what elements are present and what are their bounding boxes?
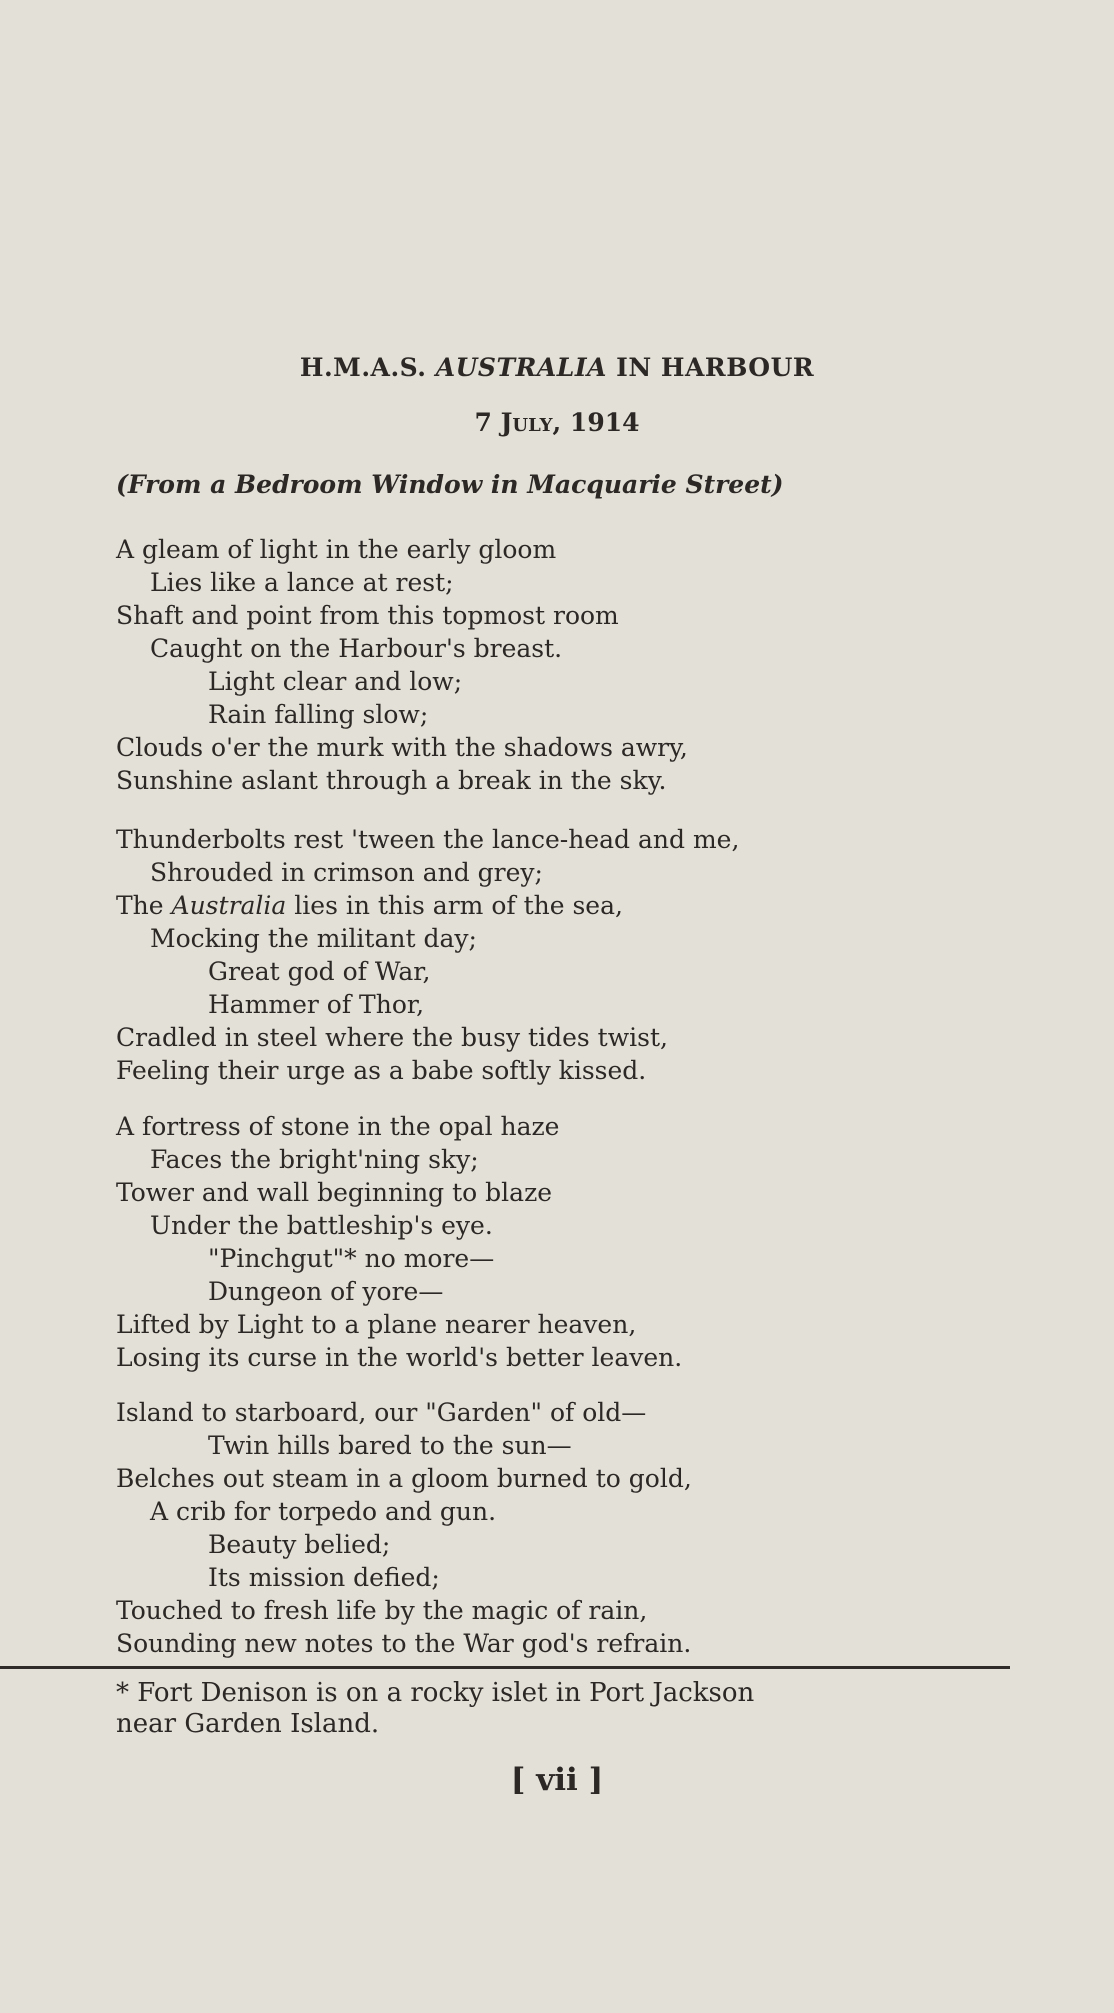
verse-line: Shrouded in crimson and grey; xyxy=(150,858,543,887)
verse-line: Faces the bright'ning sky; xyxy=(150,1145,479,1174)
verse-line: Lies like a lance at rest; xyxy=(150,568,454,597)
verse-line: Hammer of Thor, xyxy=(208,990,425,1019)
verse-line: Belches out steam in a gloom burned to gold, xyxy=(116,1464,692,1493)
title-prefix: H.M.A.S. xyxy=(299,353,427,382)
verse-line: Losing its curse in the world's better leaven. xyxy=(116,1343,683,1372)
verse-line: Cradled in steel where the busy tides twist, xyxy=(116,1023,668,1052)
verse-line: Beauty belied; xyxy=(208,1530,391,1559)
verse-line: Shaft and point from this topmost room xyxy=(116,601,619,630)
verse-line: Rain falling slow; xyxy=(208,700,429,729)
verse-line: Thunderbolts rest 'tween the lance-head and me, xyxy=(116,825,740,854)
verse-line: A gleam of light in the early gloom xyxy=(116,535,557,564)
poem-title xyxy=(0,353,1114,382)
verse-line: Mocking the militant day; xyxy=(150,924,477,953)
verse-line: Twin hills bared to the sun— xyxy=(208,1431,572,1460)
verse-line: Touched to fresh life by the magic of rain, xyxy=(116,1596,648,1625)
verse-line: Its mission defied; xyxy=(208,1563,440,1592)
title-suffix: IN HARBOUR xyxy=(616,353,815,382)
verse-line: A crib for torpedo and gun. xyxy=(150,1497,497,1526)
footnote-line: near Garden Island. xyxy=(116,1709,380,1739)
verse-line: Light clear and low; xyxy=(208,667,463,696)
verse-line xyxy=(116,889,739,922)
verse-line: Sunshine aslant through a break in the sky. xyxy=(116,766,667,795)
stanza-3 xyxy=(116,1110,682,1374)
footnote xyxy=(116,1678,754,1740)
verse-line: A fortress of stone in the opal haze xyxy=(116,1112,560,1141)
stanza-1 xyxy=(116,533,688,797)
verse-line: Clouds o'er the murk with the shadows awry, xyxy=(116,733,688,762)
verse-line: Tower and wall beginning to blaze xyxy=(116,1178,553,1207)
verse-line: Under the battleship's eye. xyxy=(150,1211,493,1240)
verse-line: Dungeon of yore— xyxy=(208,1277,444,1306)
title-ship-name: AUSTRALIA xyxy=(435,353,607,382)
verse-line: Sounding new notes to the War god's refrain. xyxy=(116,1629,692,1658)
date-year: 1914 xyxy=(569,408,640,437)
verse-word: The xyxy=(116,891,164,920)
ship-name-italic: Australia xyxy=(171,891,287,920)
stanza-4 xyxy=(116,1396,692,1660)
poem-date: 7 July, 1914 xyxy=(474,408,640,437)
poem-subtitle: (From a Bedroom Window in Macquarie Street) xyxy=(116,470,784,499)
footnote-divider xyxy=(0,1666,1010,1669)
verse-line: Feeling their urge as a babe softly kissed. xyxy=(116,1056,647,1085)
verse-word: lies in this arm of the sea, xyxy=(294,891,623,920)
verse-line: "Pinchgut"* no more— xyxy=(208,1244,495,1273)
verse-line: Island to starboard, our "Garden" of old— xyxy=(116,1398,647,1427)
page-number: [ vii ] xyxy=(510,1762,604,1798)
verse-line: Caught on the Harbour's breast. xyxy=(150,634,563,663)
date-month: July xyxy=(500,408,553,437)
stanza-2 xyxy=(116,823,739,1087)
date-day: 7 xyxy=(474,408,492,437)
footnote-line: * Fort Denison is on a rocky islet in Port Jackson xyxy=(116,1678,755,1708)
verse-line: Great god of War, xyxy=(208,957,431,986)
verse-line: Lifted by Light to a plane nearer heaven, xyxy=(116,1310,637,1339)
